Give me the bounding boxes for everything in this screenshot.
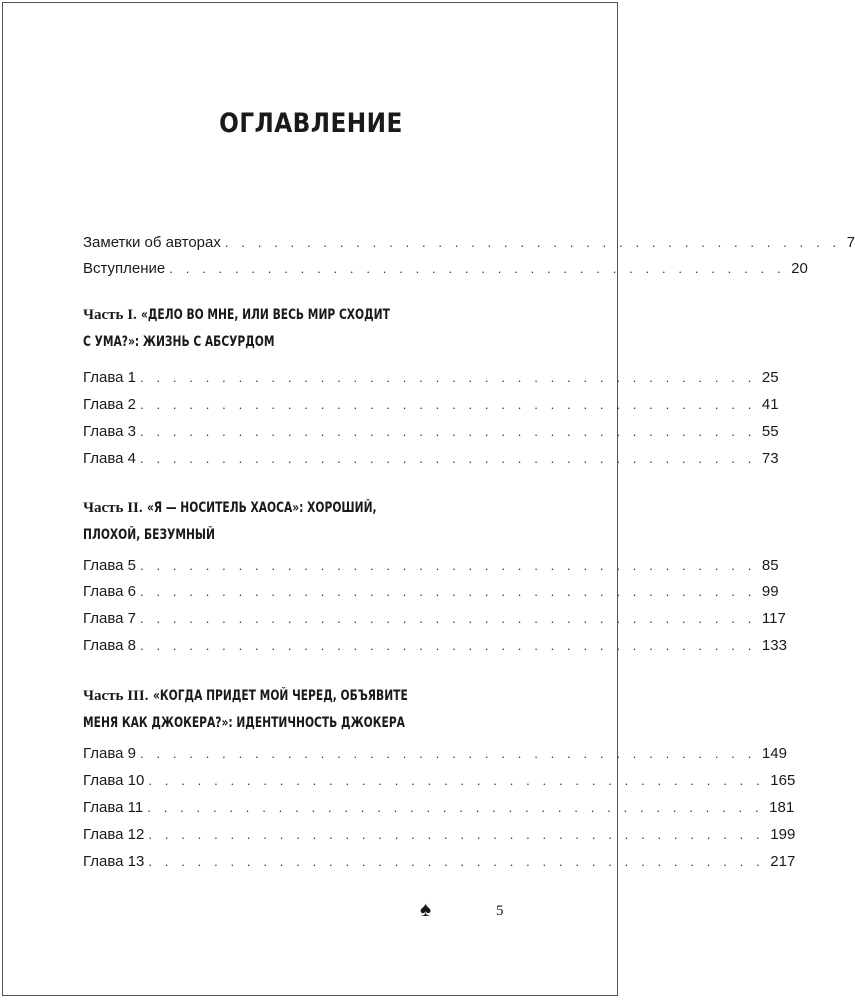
dot-leader: . . . . . . . . . . . . . . . . . . . . . . . . . . . . . . . . . . . . . . [140,558,756,573]
page-number: 5 [496,903,504,919]
spade-icon: ♠ [420,898,432,921]
toc-entry-page: 73 [761,450,779,467]
dot-leader: . . . . . . . . . . . . . . . . . . . . . . . . . . . . . . . . . . . . . . [140,611,756,626]
toc-entry-page: 20 [791,260,808,277]
toc-entry[interactable] [83,234,855,256]
toc-entry-label: Глава 2 [83,396,137,413]
dot-leader: . . . . . . . . . . . . . . . . . . . . . . . . . . . . . . . . . . . . . . [169,261,786,276]
toc-entry[interactable] [83,557,779,579]
toc-entry-label: Глава 7 [83,610,137,627]
toc-entry-label: Глава 3 [83,423,137,440]
toc-entry[interactable] [83,423,779,445]
dot-leader: . . . . . . . . . . . . . . . . . . . . . . . . . . . . . . . . . . . . . . [140,638,756,653]
toc-entry[interactable] [83,853,796,875]
part-heading[interactable] [83,683,523,737]
toc-entry[interactable] [83,745,787,767]
part-title-line2: МЕНЯ КАК ДЖОКЕРА?»: ИДЕНТИЧНОСТЬ ДЖОКЕРА [83,715,405,731]
toc-entry-page: 217 [770,853,796,870]
toc-entry-page: 165 [770,772,796,789]
part-prefix: Часть II. [83,500,143,516]
dot-leader: . . . . . . . . . . . . . . . . . . . . . . . . . . . . . . . . . . . . . . [148,773,765,788]
part-title-line1: «Я — НОСИТЕЛЬ ХАОСА»: ХОРОШИЙ, [146,500,377,516]
toc-entry-label: Заметки об авторах [83,234,221,251]
part-title-line2: С УМА?»: ЖИЗНЬ С АБСУРДОМ [83,334,275,350]
dot-leader: . . . . . . . . . . . . . . . . . . . . . . . . . . . . . . . . . . . . . . [148,827,765,842]
toc-entry[interactable] [83,799,795,821]
toc-entry-page: 41 [761,396,779,413]
part-prefix: Часть III. [83,688,149,704]
toc-entry-label: Глава 12 [83,826,145,843]
toc-entry[interactable] [83,583,779,605]
toc-entry[interactable] [83,610,786,632]
toc-entry-page: 99 [761,583,779,600]
dot-leader: . . . . . . . . . . . . . . . . . . . . . . . . . . . . . . . . . . . . . . [147,800,764,815]
toc-entry[interactable] [83,450,779,472]
toc-entry[interactable] [83,260,808,282]
toc-entry-page: 181 [769,799,795,816]
part-title-line1: «КОГДА ПРИДЕТ МОЙ ЧЕРЕД, ОБЪЯВИТЕ [152,688,408,704]
toc-entry-label: Глава 1 [83,369,137,386]
toc-entry-label: Глава 8 [83,637,137,654]
toc-entry-label: Вступление [83,260,166,277]
toc-entry[interactable] [83,826,796,848]
toc-entry-label: Глава 13 [83,853,145,870]
toc-entry-label: Глава 10 [83,772,145,789]
dot-leader: . . . . . . . . . . . . . . . . . . . . . . . . . . . . . . . . . . . . . . [140,746,756,761]
part-prefix: Часть I. [83,307,137,323]
toc-entry[interactable] [83,396,779,418]
toc-entry-page: 85 [761,557,779,574]
toc-entry-page: 149 [761,745,787,762]
toc-entry-label: Глава 6 [83,583,137,600]
part-title-line2: ПЛОХОЙ, БЕЗУМНЫЙ [83,527,215,543]
toc-entry-label: Глава 5 [83,557,137,574]
toc-entry[interactable] [83,772,796,794]
page-title: ОГЛАВЛЕНИЕ [219,108,403,139]
part-heading[interactable] [83,495,523,549]
dot-leader: . . . . . . . . . . . . . . . . . . . . . . . . . . . . . . . . . . . . . . [140,424,756,439]
dot-leader: . . . . . . . . . . . . . . . . . . . . . . . . . . . . . . . . . . . . . . [140,370,756,385]
part-title-line1: «ДЕЛО ВО МНЕ, ИЛИ ВЕСЬ МИР СХОДИТ [140,307,390,323]
toc-entry[interactable] [83,369,779,391]
toc-entry-page: 7 [846,234,855,251]
dot-leader: . . . . . . . . . . . . . . . . . . . . . . . . . . . . . . . . . . . . . . [140,397,756,412]
toc-entry-label: Глава 9 [83,745,137,762]
part-heading[interactable] [83,302,523,356]
dot-leader: . . . . . . . . . . . . . . . . . . . . . . . . . . . . . . . . . . . . . . [224,235,841,250]
toc-entry-page: 133 [761,637,787,654]
dot-leader: . . . . . . . . . . . . . . . . . . . . . . . . . . . . . . . . . . . . . . [140,451,756,466]
toc-entry-label: Глава 11 [83,799,144,816]
toc-entry[interactable] [83,637,787,659]
dot-leader: . . . . . . . . . . . . . . . . . . . . . . . . . . . . . . . . . . . . . . [140,584,756,599]
toc-entry-label: Глава 4 [83,450,137,467]
toc-entry-page: 117 [761,610,786,627]
toc-entry-page: 25 [761,369,779,386]
toc-entry-page: 55 [761,423,779,440]
dot-leader: . . . . . . . . . . . . . . . . . . . . . . . . . . . . . . . . . . . . . . [148,854,765,869]
toc-entry-page: 199 [770,826,796,843]
